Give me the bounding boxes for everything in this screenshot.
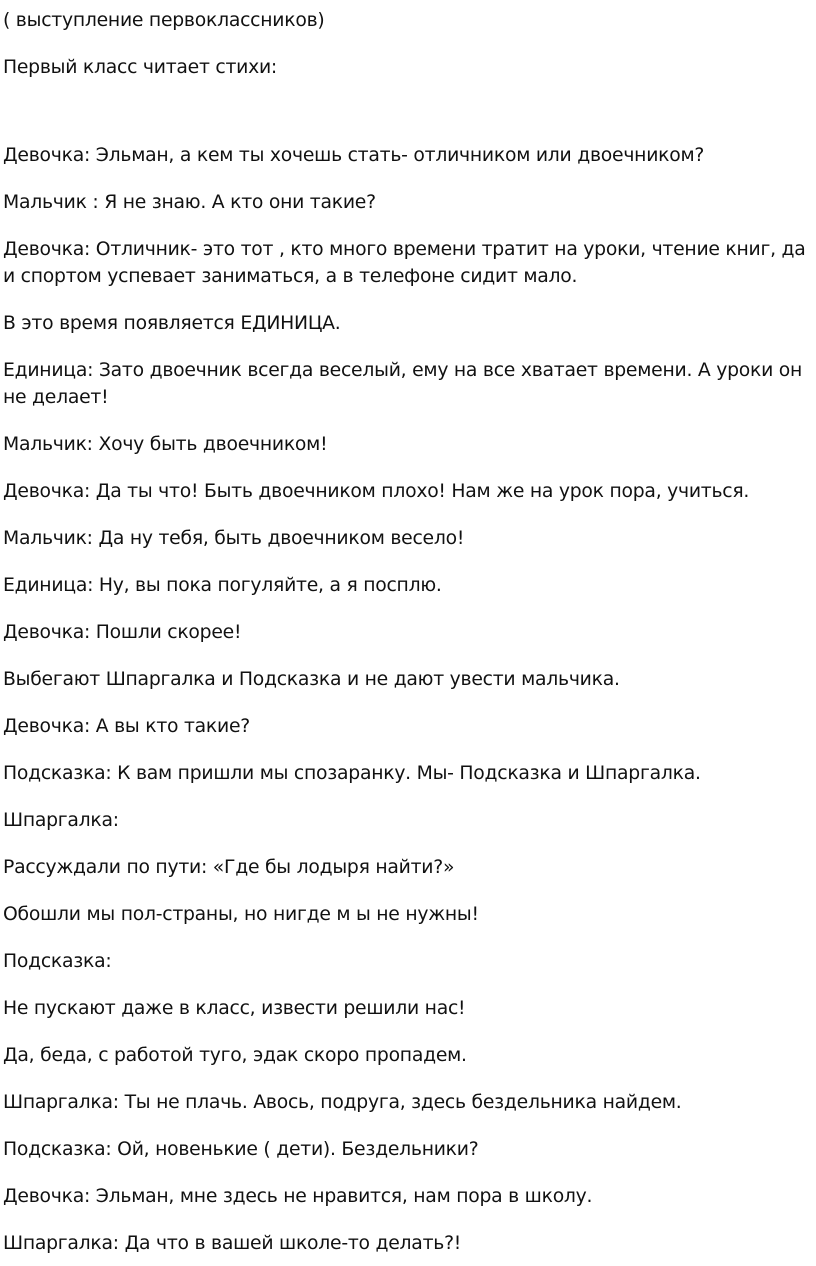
dialogue-line: Подсказка: К вам пришли мы спозаранку. Мы- Подсказка и Шпаргалка. <box>3 763 701 784</box>
dialogue-line: Единица: Ну, вы пока погуляйте, а я посплю. <box>3 575 442 596</box>
verse-line: Не пускают даже в класс, извести решили нас! <box>3 998 466 1019</box>
dialogue-line: Девочка: Пошли скорее! <box>3 622 242 643</box>
verse-line: Рассуждали по пути: «Где бы лодыря найти?» <box>3 857 455 878</box>
dialogue-line: Мальчик: Хочу быть двоечником! <box>3 434 328 455</box>
dialogue-line: Шпаргалка: Да что в вашей школе-то делать?! <box>3 1233 462 1254</box>
stage-direction: В это время появляется ЕДИНИЦА. <box>3 313 341 334</box>
stage-direction: Выбегают Шпаргалка и Подсказка и не дают увести мальчика. <box>3 669 620 690</box>
dialogue-line: Девочка: Да ты что! Быть двоечником плохо! Нам же на урок пора, учиться. <box>3 481 750 502</box>
dialogue-line: Единица: Зато двоечник всегда веселый, ему на все хватает времени. А уроки он не делает! <box>3 360 803 408</box>
dialogue-line: Мальчик : Я не знаю. А кто они такие? <box>3 192 376 213</box>
speaker-label: Подсказка: <box>3 951 112 972</box>
blank-line <box>3 101 814 142</box>
dialogue-line: Шпаргалка: Ты не плачь. Авось, подруга, здесь бездельника найдем. <box>3 1092 682 1113</box>
dialogue-line: Девочка: Эльман, а кем ты хочешь стать- отличником или двоечником? <box>3 145 705 166</box>
dialogue-line: Девочка: Отличник- это тот , кто много времени тратит на уроки, чтение книг, да и спортом успевает заниматься, а в телефоне сидит мало. <box>3 239 806 287</box>
dialogue-line: Подсказка: Ой, новенькие ( дети). Бездельники? <box>3 1139 479 1160</box>
dialogue-line: Девочка: Эльман, мне здесь не нравится, нам пора в школу. <box>3 1186 593 1207</box>
intro-line: Первый класс читает стихи: <box>3 57 277 78</box>
dialogue-line: Мальчик: Да ну тебя, быть двоечником весело! <box>3 528 465 549</box>
dialogue-line: Девочка: А вы кто такие? <box>3 716 250 737</box>
verse-line: Обошли мы пол-страны, но нигде м ы не нужны! <box>3 904 479 925</box>
verse-line: Да, беда, с работой туго, эдак скоро пропадем. <box>3 1045 467 1066</box>
speaker-label: Шпаргалка: <box>3 810 119 831</box>
document-subtitle: ( выступление первоклассников) <box>3 10 325 31</box>
